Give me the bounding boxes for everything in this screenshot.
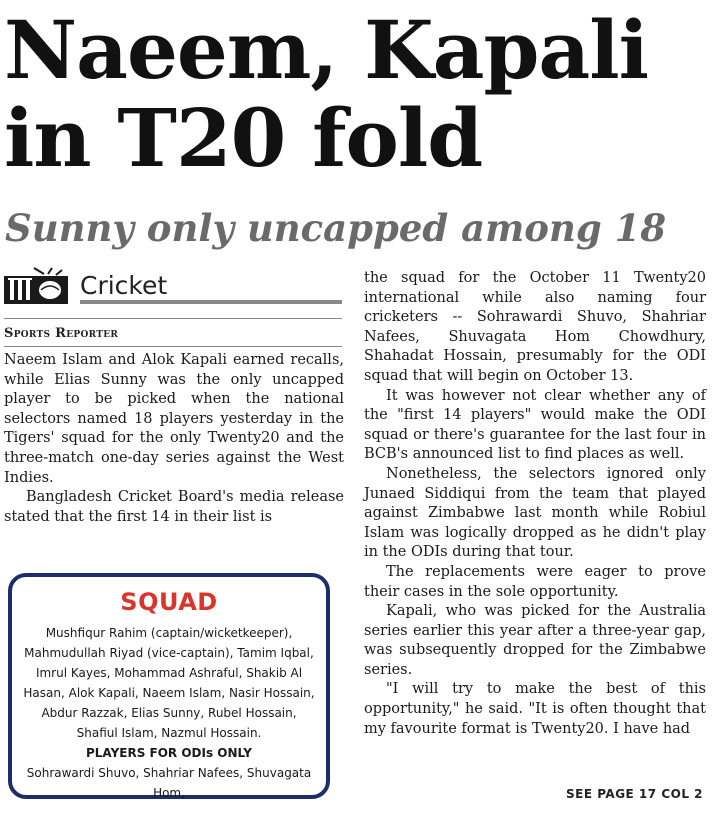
paragraph: It was however not clear whether any of the "first 14 players" would make the ODI squad or there's guarantee for the last four in BCB's announced list to find places as well. [364, 387, 706, 463]
squad-title: SQUAD [120, 588, 218, 616]
cricket-logo-icon [4, 266, 74, 304]
paragraph: Kapali, who was picked for the Australia series earlier this year after a three-year gap, was subsequently dropped for the Zimbabwe series. [364, 603, 706, 678]
paragraph: Bangladesh Cricket Board's media release stated that the first 14 in their list is [4, 489, 344, 525]
paragraph: the squad for the October 11 Twenty20 international while also naming four cricketers -- Sohrawardi Shuvo, Shahriar Nafees, Shuvagata Hom Chowdhury, Shahadat Hossain, presumably for the ODI squad that will begin on October 13. [364, 270, 706, 384]
section-tag-rule [80, 300, 342, 304]
squad-player-list: Mushfiqur Rahim (captain/wicketkeeper), Mahmudullah Riyad (vice-captain), Tamim Iqbal, Imrul Kayes, Mohammad Ashraful, Shakib Al Hasan, Alok Kapali, Naeem Islam, Nasir Hossain, Abdur Razzak, Elias Sunny, Rubel Hossain, Shafiul Islam, Nazmul Hossain. [23, 626, 315, 740]
section-tag-label: Cricket [80, 271, 168, 300]
headline-line-1: Naeem, Kapali [4, 3, 649, 97]
byline-bottom-rule [4, 346, 342, 347]
paragraph: The replacements were eager to prove their cases in the sole opportunity. [364, 563, 706, 600]
headline-line-2: in T20 fold [4, 91, 483, 185]
subheadline: Sunny only uncapped among 18 [5, 206, 667, 250]
paragraph: Nonetheless, the selectors ignored only Junaed Siddiqui from the team that played against Zimbabwe last month while Robiul Islam was logically dropped as he didn't play in the ODIs during that tour. [364, 465, 706, 561]
headline [4, 3, 704, 185]
article-column-left [4, 351, 344, 527]
odi-only-heading: PLAYERS FOR ODIs ONLY [85, 746, 252, 760]
section-tag [4, 262, 342, 306]
byline: Sports Reporter [4, 326, 119, 341]
article-column-right [364, 269, 706, 739]
paragraph: "I will try to make the best of this opportunity," he said. "It is often thought that my favourite format is Twenty20. I have had [364, 681, 706, 737]
paragraph: Naeem Islam and Alok Kapali earned recalls, while Elias Sunny was the only uncapped player to be picked when the national selectors named 18 players yesterday in the Tigers' squad for the only Twenty20 and the three-match one-day series against the West Indies. [4, 352, 344, 486]
byline-top-rule [4, 318, 342, 319]
odi-player-list: Sohrawardi Shuvo, Shahriar Nafees, Shuvagata Hom, [26, 766, 312, 800]
squad-box [8, 573, 330, 799]
continued-jump-line: SEE PAGE 17 COL 2 [566, 787, 703, 801]
